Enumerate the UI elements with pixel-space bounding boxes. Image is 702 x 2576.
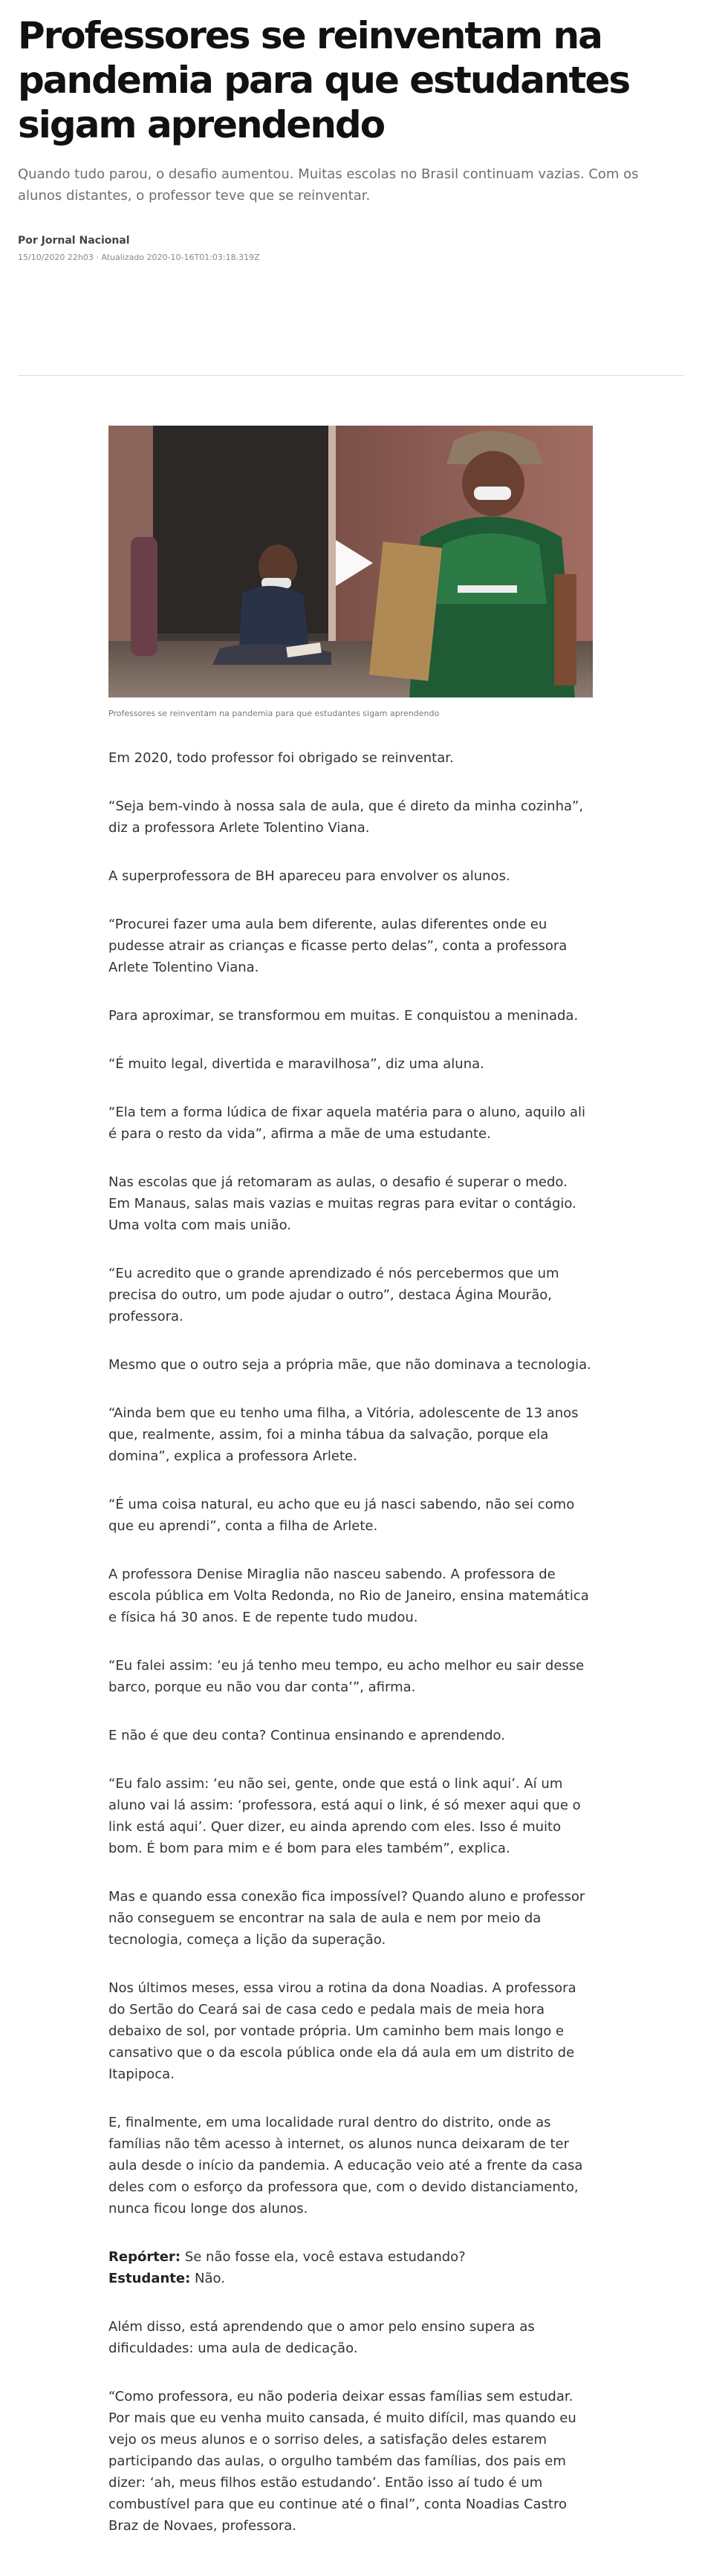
article-paragraph: Mas e quando essa conexão fica impossível? Quando aluno e professor não conseguem se encontrar na sala de aula e nem por meio da tecnologia, começa a lição da superação. [108,1889,585,1948]
play-icon[interactable] [336,540,373,586]
article-paragraph: “Eu acredito que o grande aprendizado é nós percebermos que um precisa do outro, um pode ajudar o outro”, destaca Ágina Mourão, professora. [108,1266,559,1324]
article-paragraph: Mesmo que o outro seja a própria mãe, que não dominava a tecnologia. [108,1357,591,1373]
article-paragraph: A professora Denise Miraglia não nasceu sabendo. A professora de escola pública em Volta Redonda, no Rio de Janeiro, ensina matemática e física há 30 anos. E de repente tudo mudou. [108,1567,589,1625]
article-paragraph: Nos últimos meses, essa virou a rotina da dona Noadias. A professora do Sertão do Ceará sai de casa cedo e pedala mais de meia hora debaixo de sol, por vontade própria. Um caminho bem mais longo e cansativo que o da escola pública onde ela dá aula em um distrito de Itapipoca. [108,1980,576,2082]
article-paragraph: “Seja bem-vindo à nossa sala de aula, que é direto da minha cozinha”, diz a professora Arlete Tolentino Viana. [108,799,584,836]
publish-datetime: 15/10/2020 22h03 · Atualizado 2020-10-16T01:03:18.319Z [18,253,260,262]
article-body [108,747,593,2563]
interview-speaker: Repórter: [108,2249,181,2265]
video-caption: Professores se reinventam na pandemia para que estudantes sigam aprendendo [108,709,440,718]
article-paragraph: Nas escolas que já retomaram as aulas, o desafio é superar o medo. Em Manaus, salas mais vazias e muitas regras para evitar o contágio. Uma volta com mais união. [108,1174,576,1233]
article-paragraph: Para aproximar, se transformou em muitas. E conquistou a meninada. [108,1008,579,1024]
article-paragraph: E, finalmente, em uma localidade rural dentro do distrito, onde as famílias não têm acesso à internet, os alunos nunca deixaram de ter aula desde o início da pandemia. A educação veio até a frente da casa deles com o esforço da professora que, com o devido distanciamento, nunca ficou longe dos alunos. [108,2115,583,2216]
article-paragraph: Em 2020, todo professor foi obrigado se reinventar. [108,750,454,766]
article-paragraph: “Eu falo assim: ‘eu não sei, gente, onde que está o link aqui’. Aí um aluno vai lá assim: ‘professora, está aqui o link, é só mexer aqui que o link está aqui’. Quer dizer, eu ainda aprendo com eles. Isso é muito bom. É bom para mim e é bom para eles também”, explica. [108,1776,581,1856]
article-subtitle: Quando tudo parou, o desafio aumentou. Muitas escolas no Brasil continuam vazias. Com os alunos distantes, o professor teve que se reinventar. [18,166,639,204]
interview-speaker: Estudante: [108,2271,191,2286]
interview-text: Se não fosse ela, você estava estudando? [181,2249,466,2265]
article-paragraph: “É muito legal, divertida e maravilhosa”, diz uma aluna. [108,1056,484,1072]
interview-line [108,2246,593,2268]
page-title: Professores se reinventam na pandemia para que estudantes sigam aprendendo [18,14,630,146]
interview-line [108,2268,593,2289]
video-player[interactable] [108,426,593,697]
article-paragraph: E não é que deu conta? Continua ensinando e aprendendo. [108,1728,505,1743]
article-paragraph: “É uma coisa natural, eu acho que eu já nasci sabendo, não sei como que eu aprendi”, conta a filha de Arlete. [108,1497,575,1534]
article-header [0,0,702,262]
author-byline[interactable]: Por Jornal Nacional [18,235,130,247]
article-paragraph: Além disso, está aprendendo que o amor pelo ensino supera as dificuldades: uma aula de dedicação. [108,2319,535,2356]
interview-text: Não. [190,2271,225,2286]
article-paragraph: “Eu falei assim: ‘eu já tenho meu tempo, eu acho melhor eu sair desse barco, porque eu não vou dar conta’”, afirma. [108,1658,585,1695]
article-paragraph: “Ainda bem que eu tenho uma filha, a Vitória, adolescente de 13 anos que, realmente, assim, foi a minha tábua da salvação, porque ela domina”, explica a professora Arlete. [108,1405,579,1464]
article-paragraph: A superprofessora de BH apareceu para envolver os alunos. [108,868,510,884]
article-paragraph: “Procurei fazer uma aula bem diferente, aulas diferentes onde eu pudesse atrair as crianças e ficasse perto delas”, conta a professora Arlete Tolentino Viana. [108,917,568,975]
article-paragraph: “Como professora, eu não poderia deixar essas famílias sem estudar. Por mais que eu venha muito cansada, é muito difícil, mas quando eu vejo os meus alunos e o sorriso deles, a satisfação deles estarem participando das aulas, o orgulho também das famílias, dos pais em dizer: ‘ah, meus filhos estão estudando’. Então isso aí tudo é um combustível para que eu continue até o final”, conta Noadias Castro Braz de Novaes, professora. [108,2389,576,2534]
header-divider [18,375,684,376]
article-paragraph: “Ela tem a forma lúdica de fixar aquela matéria para o aluno, aquilo ali é para o resto da vida”, afirma a mãe de uma estudante. [108,1105,585,1142]
